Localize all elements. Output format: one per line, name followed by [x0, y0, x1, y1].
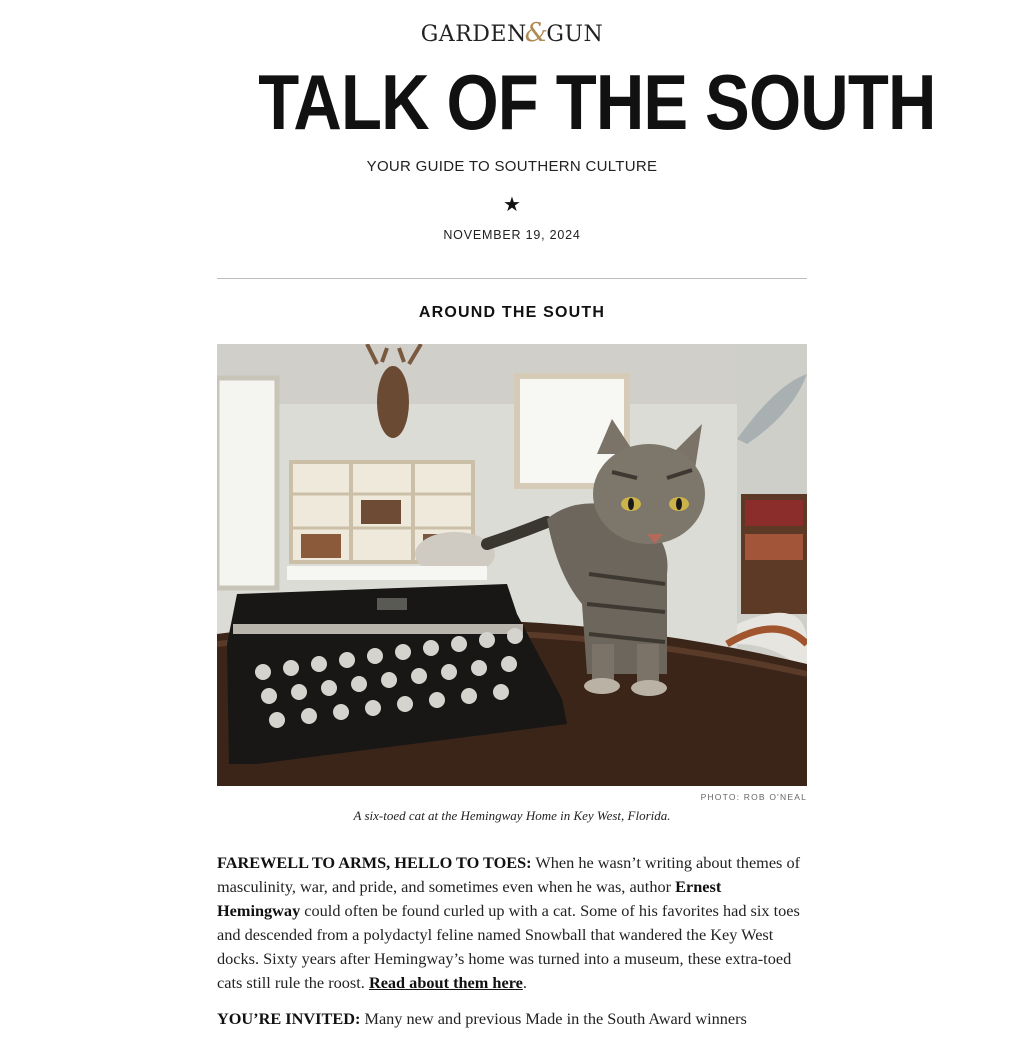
story-paragraph-2 [217, 1007, 807, 1031]
star-icon: ★ [503, 192, 521, 216]
read-more-link[interactable]: Read about them here [368, 973, 523, 992]
author-name: Ernest Hemingway [217, 877, 722, 920]
story-end: . [522, 973, 527, 992]
story-text-continued: could often be found curled up with a cat. Some of his favorites had six toes and descended from a polydactyl feline named Snowball that wandered the Key West docks. Sixty years after Hemingway’s home was turned into a museum, these extra-toed cats still rule the roost. [217, 901, 800, 992]
brand-logo[interactable] [0, 18, 1024, 48]
section-heading: AROUND THE SOUTH [418, 304, 606, 321]
divider [217, 278, 807, 279]
story-lead: FAREWELL TO ARMS, HELLO TO TOES: [217, 853, 532, 872]
cat-typewriter-illustration [217, 344, 807, 786]
brand-left: GARDEN [420, 22, 527, 47]
story-text: When he wasn’t writing about themes of masculinity, war, and pride, and sometimes even when he was, author [217, 853, 801, 896]
story2-lead: YOU’RE INVITED: [217, 1009, 361, 1028]
brand-right: GUN [546, 22, 604, 47]
newsletter-tagline: YOUR GUIDE TO SOUTHERN CULTURE [366, 158, 658, 175]
photo-credit: PHOTO: ROB O'NEAL [700, 792, 807, 802]
story-paragraph [217, 851, 807, 995]
article-body [217, 851, 807, 1043]
newsletter-title: TALK OF THE SOUTH [258, 58, 936, 146]
story2-text: Many new and previous Made in the South Award winners [360, 1009, 747, 1028]
photo-caption: A six-toed cat at the Hemingway Home in Key West, Florida. [353, 808, 671, 823]
story-photo[interactable] [217, 344, 807, 786]
issue-date: NOVEMBER 19, 2024 [443, 228, 581, 242]
brand-ampersand: & [524, 18, 549, 48]
